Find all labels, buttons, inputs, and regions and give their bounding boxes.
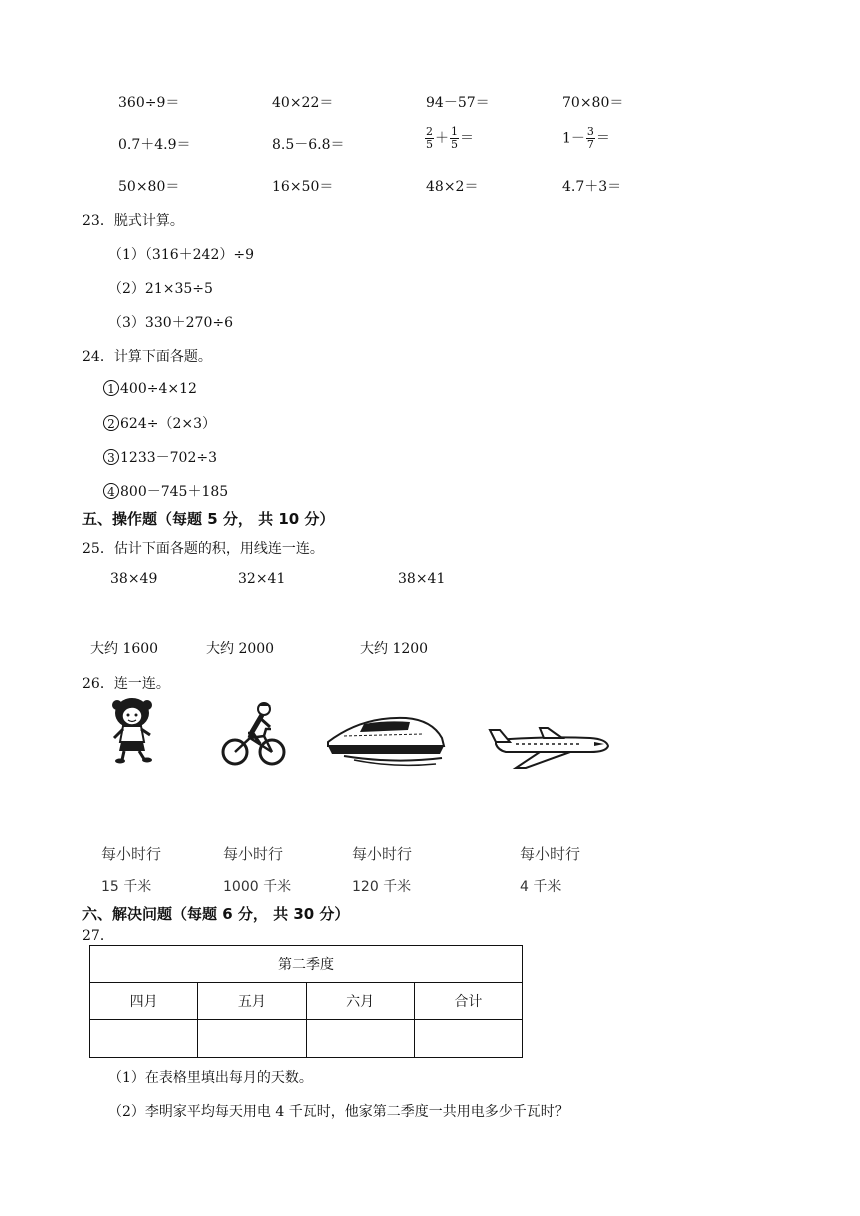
- q23-item-1: （1）（316＋242）÷9: [108, 247, 254, 263]
- q23-title: 23．脱式计算。: [82, 213, 184, 229]
- q26-label-3-line1: 每小时行: [352, 845, 413, 863]
- q26-title: 26．连一连。: [82, 676, 170, 692]
- table-cell-april[interactable]: [90, 1020, 198, 1058]
- cyclist-icon: [220, 700, 288, 770]
- q24-item-2: 2 624÷（2×3）: [103, 413, 216, 433]
- q23-item-2: （2）21×35÷5: [108, 281, 213, 297]
- circled-number: 3: [103, 449, 119, 465]
- oral-calc-r2-c4: 1－ $\frac{3}{7}$ ＝: [562, 125, 610, 151]
- fraction: $\frac{3}{7}$: [586, 125, 594, 151]
- q26-label-4-line1: 每小时行: [520, 845, 581, 863]
- q23-item-3: （3）330＋270÷6: [108, 315, 233, 331]
- section-6-heading: 六、解决问题（每题 6 分， 共 30 分）: [82, 905, 350, 923]
- table-cell-may[interactable]: [198, 1020, 306, 1058]
- oral-calc-r1-c2: 40×22＝: [272, 95, 334, 111]
- q24-item-4: 4 800－745＋185: [103, 481, 228, 501]
- oral-calc-r2-c1: 0.7＋4.9＝: [118, 137, 191, 153]
- circled-number: 4: [103, 483, 119, 499]
- q26-label-1-line1: 每小时行: [101, 845, 162, 863]
- q27-number: 27．: [82, 928, 114, 944]
- fraction: $\frac{1}{5}$: [451, 125, 458, 151]
- q25-estimate-3: 大约 1200: [360, 641, 429, 657]
- oral-calc-r3-c2: 16×50＝: [272, 179, 334, 195]
- oral-calc-r3-c4: 4.7＋3＝: [562, 179, 622, 195]
- oral-calc-r3-c1: 50×80＝: [118, 179, 180, 195]
- fraction: $\frac{2}{5}$: [426, 125, 433, 151]
- q26-label-4-line2: 4 千米: [520, 879, 562, 895]
- oral-calc-r1-c3: 94－57＝: [426, 95, 490, 111]
- q25-estimate-2: 大约 2000: [206, 641, 275, 657]
- table-cell-june[interactable]: [306, 1020, 414, 1058]
- circled-number: 2: [103, 415, 119, 431]
- q25-estimate-1: 大约 1600: [90, 641, 159, 657]
- q24-item-3: 3 1233－702÷3: [103, 447, 217, 467]
- q25-product-3: 38×41: [398, 571, 446, 587]
- section-5-heading: 五、操作题（每题 5 分， 共 10 分）: [82, 510, 335, 528]
- table-header-june: 六月: [306, 983, 414, 1020]
- oral-calc-r3-c3: 48×2＝: [426, 179, 479, 195]
- circled-number: 1: [103, 380, 119, 396]
- oral-calc-r2-c3: $\frac{2}{5}$ ＋ $\frac{1}{5}$ ＝: [426, 125, 474, 151]
- q25-product-1: 38×49: [110, 571, 158, 587]
- q26-label-2-line2: 1000 千米: [223, 879, 292, 895]
- table-cell-total[interactable]: [414, 1020, 522, 1058]
- oral-calc-r1-c1: 360÷9＝: [118, 95, 180, 111]
- q24-title: 24．计算下面各题。: [82, 349, 212, 365]
- airplane-icon: [486, 722, 612, 772]
- table-header-total: 合计: [414, 983, 522, 1020]
- q27-sub-1: （1）在表格里填出每月的天数。: [108, 1070, 313, 1086]
- train-icon: [324, 712, 446, 770]
- q26-label-1-line2: 15 千米: [101, 879, 152, 895]
- q27-sub-2: （2）李明家平均每天用电 4 千瓦时，他家第二季度一共用电多少千瓦时？: [108, 1104, 569, 1120]
- q25-product-2: 32×41: [238, 571, 286, 587]
- table-header-april: 四月: [90, 983, 198, 1020]
- q26-label-3-line2: 120 千米: [352, 879, 412, 895]
- q26-label-2-line1: 每小时行: [223, 845, 284, 863]
- girl-walking-icon: [104, 695, 160, 765]
- oral-calc-r2-c2: 8.5－6.8＝: [272, 137, 345, 153]
- q25-title: 25．估计下面各题的积，用线连一连。: [82, 541, 324, 557]
- oral-calc-r1-c4: 70×80＝: [562, 95, 624, 111]
- days-table: [89, 945, 523, 1058]
- table-caption: 第二季度: [90, 946, 523, 983]
- q24-item-1: 1 400÷4×12: [103, 380, 197, 397]
- table-header-may: 五月: [198, 983, 306, 1020]
